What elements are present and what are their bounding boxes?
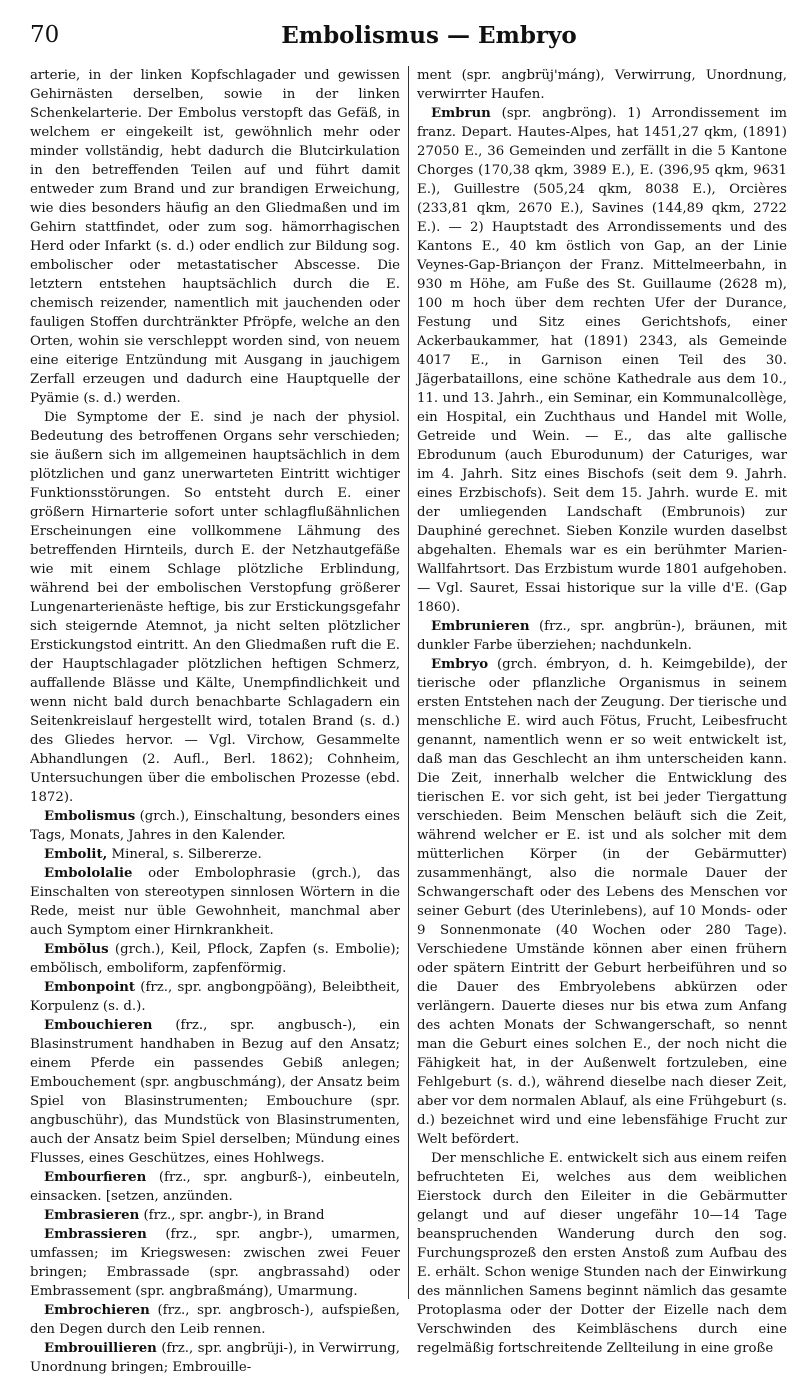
entry-text: (frz., spr. angbrüji-), in Verwirrung, Unordnung bringen; Embrouille- [30,1341,400,1375]
entry-text: (grch.), Keil, Pflock, Zapfen (s. Embolie); embŏlisch, emboliform, zapfenförmig. [30,942,400,976]
entry-text: (frz., spr. angbongpöäng), Beleibtheit, Korpulenz (s. d.). [30,980,400,1014]
entry-text: (grch. émbryon, d. h. Keimgebilde), der tierische oder pflanzliche Organismus in seinem ersten Entstehen nach der Zeugung. Der tierische und menschliche E. wird auch Fötus, Frucht, Leibesfrucht genannt, namentlich wenn er so weit entwickelt ist, daß man das Geschlecht an ihm unterscheiden kann. Die Zeit, innerhalb welcher die Entwicklung des tierischen E. vor sich geht, ist bei jeder Tiergattung verschieden. Beim Menschen beläuft sich die Zeit, während welcher er E. ist und als solcher mit dem mütterlichen Körper (in der Gebärmutter) zusammenhängt, also die normale Dauer der Schwangerschaft oder des Lebens des Menschen vor seiner Geburt (des Uterinlebens), auf 10 Monds- oder 9 Sonnenmonate (40 Wochen oder 280 Tage). Verschiedene Umstände können aber einen frühern oder spätern Eintritt der Geburt herbeiführen und so die Dauer des Embryolebens abkürzen oder verlängern. Dauerte dieses nur bis etwa zum Anfang des achten Monats der Schwangerschaft, so nennt man die Geburt eines solchen E., der noch nicht die Fähigkeit hat, in der Außenwelt fortzuleben, eine Fehlgeburt (s. d.), während dieselbe nach dieser Zeit, aber vor dem normalen Ablauf, als eine Frühgeburt (s. d.) bezeichnet wird und eine lebensfähige Frucht zur Welt befördert. [417,657,787,1147]
entry-embouchieren [30,1016,400,1168]
entry-embrasieren [30,1206,400,1225]
entry-text: (frz., spr. angburß-), einbeuteln, einsacken. [setzen, anzünden. [30,1170,400,1204]
entry-lemma: Embrasieren [44,1208,140,1223]
entry-paragraph [417,66,787,104]
page-header [30,16,788,56]
entry-paragraph [417,1149,787,1358]
entry-embololalie [30,864,400,940]
right-column [408,66,787,1356]
entry-text: (grch.), Einschaltung, besonders eines Tags, Monats, Jahres in den Kalender. [30,809,400,843]
entry-embolismus [30,807,400,845]
left-column [30,66,408,1375]
entry-lemma: Embrochieren [44,1303,150,1318]
entry-embrunieren [417,617,787,655]
entry-embolit [30,845,400,864]
entry-embrassieren [30,1225,400,1301]
entry-text: Mineral, s. Silbererze. [107,847,262,862]
entry-lemma: Embouchieren [44,1018,153,1033]
entry-lemma: Embrouillieren [44,1341,157,1356]
entry-text: (frz., spr. angbrosch-), aufspießen, den Degen durch den Leib rennen. [30,1303,400,1337]
entry-embrun [417,104,787,617]
entry-lemma: Embrun [431,106,491,121]
entry-paragraph [30,408,400,807]
entry-text: (spr. angbröng). 1) Arrondissement im franz. Depart. Hautes-Alpes, hat 1451,27 qkm, (1891) 27050 E., 36 Gemeinden und zerfällt in die 5 Kantone Chorges (170,38 qkm, 3989 E.), E. (396,95 qkm, 9631 E.), Guillestre (505,24 qkm, 8038 E.), Orcières (233,81 qkm, 2670 E.), Savines (144,89 qkm, 2722 E.). — 2) Hauptstadt des Arrondissements und des Kantons E., 40 km östlich von Gap, an der Linie Veynes-Gap-Briançon der Franz. Mittelmeerbahn, in 930 m Höhe, am Fuße des St. Guillaume (2628 m), 100 m hoch über dem rechten Ufer der Durance, Festung und Sitz eines Gerichtshofs, einer Ackerbaukammer, hat (1891) 2343, als Gemeinde 4017 E., in Garnison einen Teil des 30. Jägerbataillons, eine schöne Kathedrale aus dem 10., 11. und 13. Jahrh., ein Seminar, ein Kommunalcollège, ein Hospital, ein Zuchthaus und Handel mit Wolle, Getreide und Wein. — E., das alte gallische Ebrodunum (auch Eburodunum) der Caturiges, war im 4. Jahrh. Sitz eines Bischofs (seit dem 9. Jahrh. eines Erzbischofs). Seit dem 15. Jahrh. wurde E. mit der umliegenden Landschaft (Embrunois) zur Dauphiné gerechnet. Sieben Konzile wurden daselbst abgehalten. Ehemals war es ein berühmter Marien-Wallfahrtsort. Das Erzbistum wurde 1801 aufgehoben. — Vgl. Sauret, Essai historique sur la ville d'E. (Gap 1860). [417,106,787,615]
entry-text: Der menschliche E. entwickelt sich aus einem reifen befruchteten Ei, welches aus dem weiblichen Eierstock durch den Eileiter in die Gebärmutter gelangt und auf dieser ungefähr 10—14 Tage beanspruchenden Wanderung durch den sog. Furchungsprozeß den ersten Anstoß zum Aufbau des E. erhält. Schon wenige Stunden nach der Einwirkung des männlichen Samens beginnt nämlich das gesamte Protoplasma oder der Dotter der Eizelle nach dem Verschwinden des Keimbläschens durch eine regelmäßig fortschreitende Zellteilung in eine große [417,1151,787,1356]
entry-embrochieren [30,1301,400,1339]
entry-text: ment (spr. angbrüj'máng), Verwirrung, Unordnung, verwirrter Haufen. [417,68,787,102]
entry-embonpoint [30,978,400,1016]
entry-embolus [30,940,400,978]
entry-text: Die Symptome der E. sind je nach der physiol. Bedeutung des betroffenen Organs sehr verschieden; sie äußern sich im allgemeinen hauptsächlich in dem plötzlichen und ganz unerwarteten Eintritt wichtiger Funktionsstörungen. So entsteht durch E. einer größern Hirnarterie sofort unter schlagflußähnlichen Erscheinungen eine vollkommene Lähmung des betreffenden Hirnteils, durch E. der Netzhautgefäße wie mit einem Schlage plötzliche Erblindung, während bei der embolischen Verstopfung größerer Lungenarterienäste heftige, bis zur Erstickungsgefahr sich steigernde Atemnot, ja nicht selten plötzlicher Erstickungstod eintritt. An den Gliedmaßen ruft die E. der Hauptschlagader plötzlichen heftigen Schmerz, auffallende Blässe und Kälte, Unempfindlichkeit und wenn nicht bald durch benachbarte Schlagadern ein Seitenkreislauf hergestellt wird, totalen Brand (s. d.) des Gliedes hervor. — Vgl. Virchow, Gesammelte Abhandlungen (2. Aufl., Berl. 1862); Cohnheim, Untersuchungen über die embolischen Prozesse (ebd. 1872). [30,410,400,805]
entry-lemma: Embrassieren [44,1227,147,1242]
entry-text: arterie, in der linken Kopfschlagader und gewissen Gehirnästen derselben, sowie in der linken Schenkelarterie. Der Embolus verstopft das Gefäß, in welchem er eingekeilt ist, gewöhnlich mehr oder minder vollständig, hebt dadurch die Blutcirkulation in den betreffenden Teilen auf und führt damit entweder zum Brand und zur brandigen Erweichung, wie dies besonders häufig an den Gliedmaßen und im Gehirn stattfindet, oder zum sog. hämorrhagischen Herd oder Infarkt (s. d.) oder endlich zur Bildung sog. embolischer oder metastatischer Abscesse. Die letztern entstehen hauptsächlich durch die E. chemisch reizender, namentlich mit jauchenden oder fauligen Stoffen durchtränkter Pfröpfe, welche an den Orten, wohin sie verschleppt worden sind, von neuem eine eiterige Entzündung mit Ausgang in jauchigem Zerfall erzeugen und dadurch eine Hauptquelle der Pyämie (s. d.) werden. [30,68,400,406]
entry-paragraph [30,66,400,408]
entry-lemma: Embololalie [44,866,133,881]
entry-text: (frz., spr. angbusch-), ein Blasinstrument handhaben in Bezug auf den Ansatz; einem Pferde ein passendes Gebiß anlegen; Embouchement (spr. angbuschmáng), der Ansatz beim Spiel von Blasinstrumenten; Embouchure (spr. angbuschühr), das Mundstück von Blasinstrumenten, auch der Ansatz beim Spiel derselben; Mündung eines Flusses, eines Geschützes, eines Hohlwegs. [30,1018,400,1166]
entry-embryo [417,655,787,1149]
entry-text: (frz., spr. angbrün-), bräunen, mit dunkler Farbe überziehen; nachdunkeln. [417,619,787,653]
entry-lemma: Embolismus [44,809,136,824]
text-columns [30,66,788,1375]
entry-lemma: Embourfieren [44,1170,147,1185]
entry-lemma: Embŏlus [44,942,109,957]
entry-lemma: Embryo [431,657,489,672]
entry-lemma: Embrunieren [431,619,530,634]
entry-text: oder Embolophrasie (grch.), das Einschalten von stereotypen sinnlosen Wörtern in die Rede, meist nur üble Gewohnheit, manchmal aber auch Symptom einer Hirnkrankheit. [30,866,400,938]
entry-embrouillieren [30,1339,400,1377]
page-number: 70 [30,22,60,48]
running-head: Embolismus — Embryo [281,22,577,49]
entry-text: (frz., spr. angbr-), in Brand [139,1208,325,1223]
entry-embourfieren [30,1168,400,1206]
entry-lemma: Embonpoint [44,980,136,995]
entry-lemma: Embolit, [44,847,108,862]
entry-text: (frz., spr. angbr-), umarmen, umfassen; im Kriegswesen: zwischen zwei Feuer bringen; Embrassade (spr. angbrassahd) oder Embrassement (spr. angbraßmáng), Umarmung. [30,1227,400,1299]
